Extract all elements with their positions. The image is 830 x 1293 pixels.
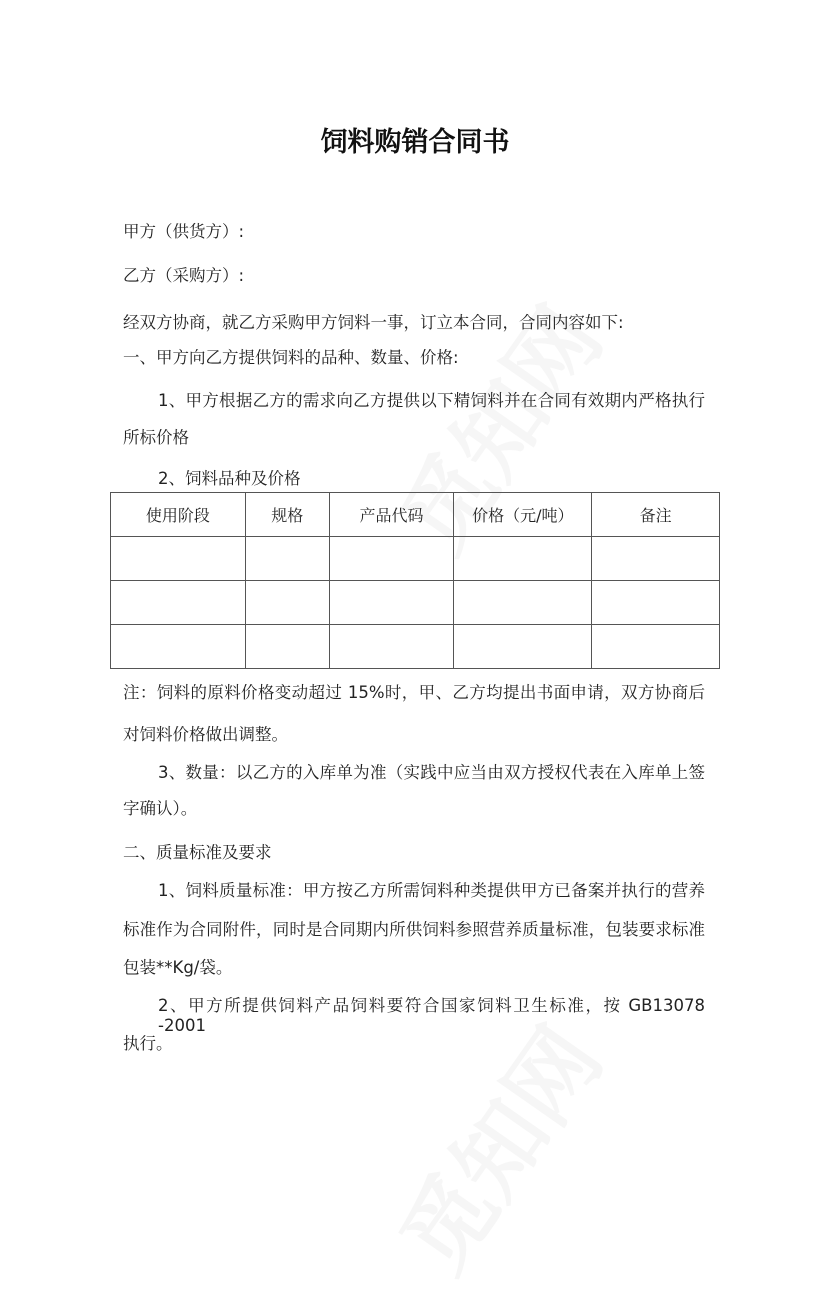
- table-cell: [111, 581, 246, 625]
- table-header-cell: 产品代码: [329, 493, 454, 537]
- s2-item1-line1: 1、饲料质量标准：甲方按乙方所需饲料种类提供甲方已备案并执行的营养: [158, 881, 705, 900]
- price-table: [110, 492, 720, 669]
- table-cell: [329, 537, 454, 581]
- table-header-cell: 使用阶段: [111, 493, 246, 537]
- table-cell: [592, 537, 720, 581]
- note-line1: 注：饲料的原料价格变动超过 15%时，甲、乙方均提出书面申请，双方协商后: [123, 683, 705, 702]
- table-row: [111, 537, 720, 581]
- table-cell: [329, 581, 454, 625]
- watermark: [364, 997, 625, 1293]
- s1-item3-line2: 字确认）。: [123, 799, 198, 818]
- table-cell: [329, 625, 454, 669]
- s1-item2: 2、饲料品种及价格: [158, 469, 301, 488]
- party-b-label: 乙方（采购方）:: [123, 266, 245, 285]
- s2-item1-line3: 包装**Kg/袋。: [123, 958, 233, 977]
- intro-text: 经双方协商，就乙方采购甲方饲料一事，订立本合同，合同内容如下:: [123, 313, 624, 332]
- table-cell: [592, 625, 720, 669]
- section-2-heading: 二、质量标准及要求: [123, 843, 272, 862]
- s1-item1-line1: 1、甲方根据乙方的需求向乙方提供以下精饲料并在合同有效期内严格执行: [158, 391, 705, 410]
- table-header-cell: 价格（元/吨）: [454, 493, 592, 537]
- table-header-cell: 备注: [592, 493, 720, 537]
- table-cell: [454, 537, 592, 581]
- s2-item1-line2: 标准作为合同附件，同时是合同期内所供饲料参照营养质量标准，包装要求标准: [123, 920, 705, 939]
- table-cell: [245, 625, 329, 669]
- note-line2: 对饲料价格做出调整。: [123, 725, 288, 744]
- s1-item1-line2: 所标价格: [123, 428, 189, 447]
- section-1-heading: 一、甲方向乙方提供饲料的品种、数量、价格:: [123, 348, 459, 367]
- table-header-row: [111, 493, 720, 537]
- table-row: [111, 625, 720, 669]
- table-cell: [245, 581, 329, 625]
- document-title: 饲料购销合同书: [320, 127, 510, 158]
- table-cell: [111, 537, 246, 581]
- table-cell: [111, 625, 246, 669]
- s2-item2-line2: 执行。: [123, 1034, 173, 1053]
- table-cell: [245, 537, 329, 581]
- table-header-cell: 规格: [245, 493, 329, 537]
- table-cell: [454, 625, 592, 669]
- party-a-label: 甲方（供货方）:: [123, 222, 245, 241]
- table-cell: [454, 581, 592, 625]
- table-cell: [592, 581, 720, 625]
- s1-item3-line1: 3、数量：以乙方的入库单为准（实践中应当由双方授权代表在入库单上签: [158, 763, 705, 782]
- s2-item2-line1: 2、甲方所提供饲料产品饲料要符合国家饲料卫生标准，按 GB13078 -2001: [158, 996, 705, 1035]
- table-row: [111, 581, 720, 625]
